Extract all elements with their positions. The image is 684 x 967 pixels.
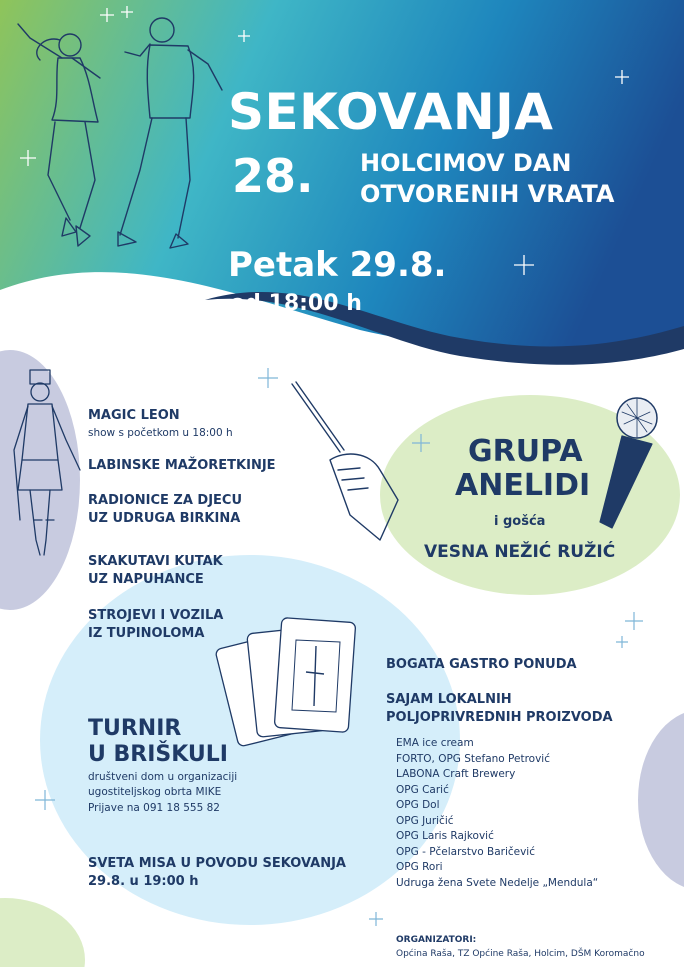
program-item-magic-leon: MAGIC LEON <box>88 408 180 423</box>
organizers-label: ORGANIZATORI: <box>396 935 477 945</box>
turnir-detail-2: ugostiteljskog obrta MIKE <box>88 786 222 798</box>
concert-band-line1: GRUPA <box>468 434 583 469</box>
misa-line1: SVETA MISA U POVODU SEKOVANJA <box>88 856 346 871</box>
event-title: SEKOVANJA <box>228 83 554 141</box>
program-item-radionice-line2: UZ UDRUGA BIRKINA <box>88 511 241 526</box>
turnir-title-line2: U BRIŠKULI <box>88 742 228 767</box>
turnir-title-line1: TURNIR <box>88 716 182 741</box>
program-item-majoretkinje: LABINSKE MAŽORETKINJE <box>88 458 276 473</box>
exhibitor-item: LABONA Craft Brewery <box>396 768 516 780</box>
turnir-detail-1: društveni dom u organizaciji <box>88 771 238 783</box>
misa-line2: 29.8. u 19:00 h <box>88 874 199 889</box>
event-time: od 18:00 h <box>230 291 362 316</box>
exhibitor-item: OPG Carić <box>396 784 449 796</box>
concert-guest: VESNA NEŽIĆ RUŽIĆ <box>424 542 616 562</box>
program-item-strojevi-line2: IZ TUPINOLOMA <box>88 626 205 641</box>
edition-number: 28. <box>232 149 314 203</box>
event-date: Petak 29.8. <box>228 245 447 285</box>
exhibitor-item: OPG Laris Rajković <box>396 830 494 842</box>
program-item-strojevi-line1: STROJEVI I VOZILA <box>88 608 224 623</box>
exhibitor-item: OPG - Pčelarstvo Baričević <box>396 846 536 858</box>
program-item-skakutavi-line2: UZ NAPUHANCE <box>88 572 204 587</box>
program-item-skakutavi-line1: SKAKUTAVI KUTAK <box>88 554 223 569</box>
program-item-radionice-line1: RADIONICE ZA DJECU <box>88 493 243 508</box>
exhibitor-item: OPG Dol <box>396 799 440 811</box>
exhibitor-item: OPG Juričić <box>396 815 454 827</box>
exhibitor-item: FORTO, OPG Stefano Petrović <box>396 753 550 765</box>
event-subtitle-line2: OTVORENIH VRATA <box>360 180 615 208</box>
sajam-line1: SAJAM LOKALNIH <box>386 692 512 707</box>
exhibitor-item: EMA ice cream <box>396 737 474 749</box>
organizers-names: Općina Raša, TZ Općine Raša, Holcim, DŠM Koromačno <box>396 949 645 959</box>
event-subtitle-line1: HOLCIMOV DAN <box>360 149 572 177</box>
concert-with: i gošća <box>494 514 546 529</box>
exhibitor-item: Udruga žena Svete Nedelje „Mendula“ <box>396 877 599 889</box>
exhibitor-item: OPG Rori <box>396 861 443 873</box>
gastro-offer: BOGATA GASTRO PONUDA <box>386 657 577 672</box>
concert-band-line2: ANELIDI <box>455 468 591 503</box>
sajam-line2: POLJOPRIVREDNIH PROIZVODA <box>386 710 613 725</box>
turnir-detail-3: Prijave na 091 18 555 82 <box>88 802 220 814</box>
program-item-magic-leon-note: show s početkom u 18:00 h <box>88 427 233 439</box>
